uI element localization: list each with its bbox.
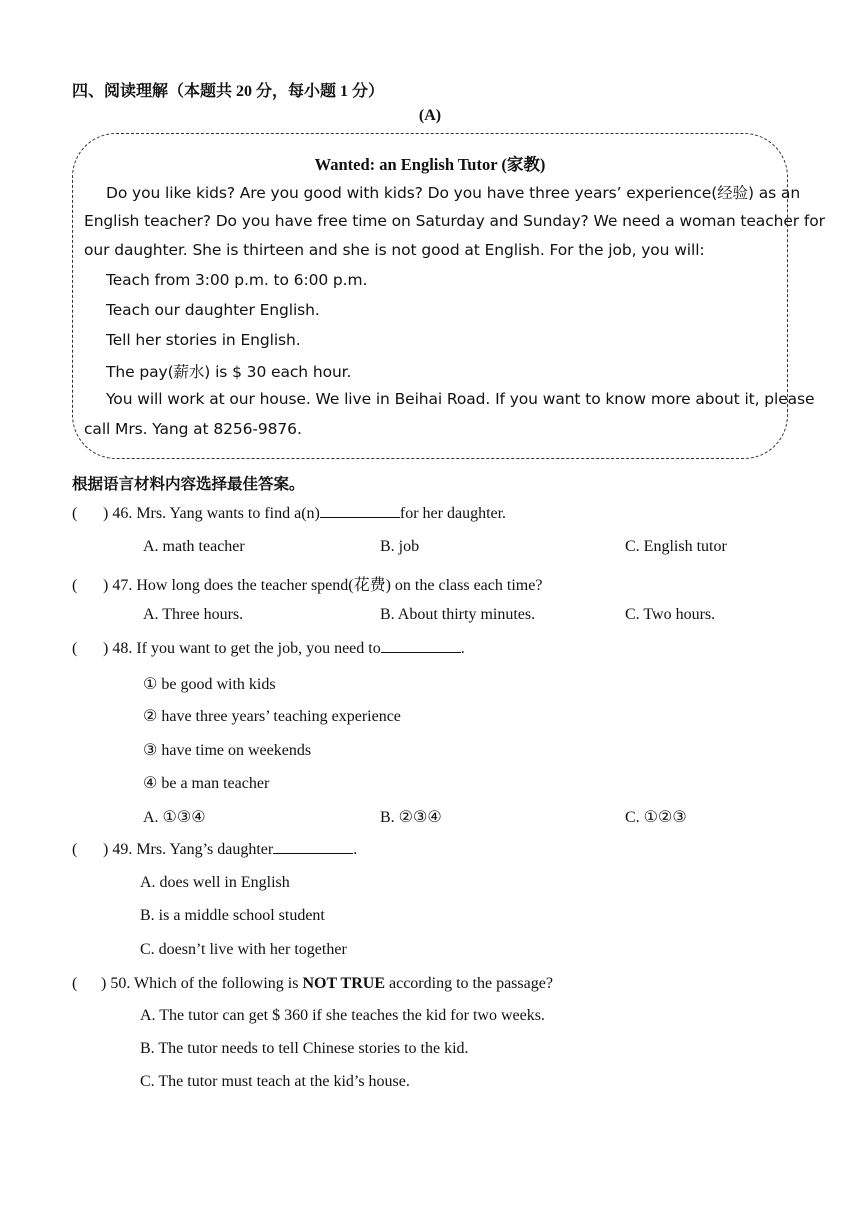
option-a[interactable]: A. The tutor can get $ 360 if she teaches the kid for two weeks. [140,1007,545,1024]
question-47 [72,572,542,595]
answer-blank [320,516,400,518]
question-50 [72,975,553,993]
option-c[interactable]: C. English tutor [625,538,727,555]
question-stem: ) 46. Mrs. Yang wants to find a(n) [103,505,320,522]
option-b[interactable]: B. About thirty minutes. [380,606,536,623]
answer-paren[interactable]: ( [72,505,78,522]
statement-item: ④ be a man teacher [143,775,270,792]
statement-item: ③ have time on weekends [143,742,312,759]
passage-line: The pay(薪水) is $ 30 each hour. [106,363,352,381]
section-heading: 四、阅读理解（本题共 20 分，每小题 1 分） [72,83,385,100]
passage-line: Tell her stories in English. [106,331,301,349]
passage-line: Teach our daughter English. [106,301,320,319]
question-stem: ) 48. If you want to get the job, you need to [103,640,381,657]
question-49 [72,841,357,859]
question-stem: . [353,841,358,858]
option-b[interactable]: B. ②③④ [380,809,442,826]
question-46 [72,505,506,523]
option-b[interactable]: B. The tutor needs to tell Chinese stories to the kid. [140,1040,469,1057]
passage-title: Wanted: an English Tutor (家教) [314,155,546,174]
option-c[interactable]: C. Two hours. [625,606,716,623]
passage-line: our daughter. She is thirteen and she is not good at English. For the job, you will: [84,241,705,259]
answer-blank [381,651,461,653]
instruction: 根据语言材料内容选择最佳答案。 [72,476,305,493]
answer-paren[interactable]: ( [72,841,78,858]
option-b[interactable]: B. is a middle school student [140,907,325,924]
passage-line: Teach from 3:00 p.m. to 6:00 p.m. [106,271,368,289]
option-a[interactable]: A. does well in English [140,874,290,891]
option-c[interactable]: C. doesn’t live with her together [140,941,347,958]
question-stem-emphasis: NOT TRUE [302,975,385,992]
passage-line: English teacher? Do you have free time on Saturday and Sunday? We need a woman teacher for [84,212,825,230]
option-a[interactable]: A. math teacher [143,538,245,555]
answer-paren[interactable]: ( [72,640,78,657]
statement-item: ② have three years’ teaching experience [143,708,401,725]
option-c[interactable]: C. The tutor must teach at the kid’s house. [140,1073,410,1090]
statement-item: ① be good with kids [143,676,276,693]
question-stem: ) 47. How long does the teacher spend(花费) on the class each time? [103,577,543,594]
option-a[interactable]: A. ①③④ [143,809,206,826]
question-stem: ) 49. Mrs. Yang’s daughter [103,841,274,858]
passage-line: call Mrs. Yang at 8256-9876. [84,420,302,438]
question-stem: . [460,640,465,657]
passage-label: (A) [418,107,442,124]
answer-paren[interactable]: ( [72,975,78,992]
question-stem: ) 50. Which of the following is [101,975,303,992]
option-a[interactable]: A. Three hours. [143,606,244,623]
passage-line: You will work at our house. We live in Beihai Road. If you want to know more about it, please [106,390,815,408]
option-c[interactable]: C. ①②③ [625,809,687,826]
answer-paren[interactable]: ( [72,577,78,594]
passage-line: Do you like kids? Are you good with kids? Do you have three years’ experience(经验) as an [106,184,801,202]
question-stem: for her daughter. [399,505,507,522]
answer-blank [273,852,353,854]
option-b[interactable]: B. job [380,538,420,555]
question-stem: according to the passage? [385,975,553,992]
question-48 [72,640,465,658]
